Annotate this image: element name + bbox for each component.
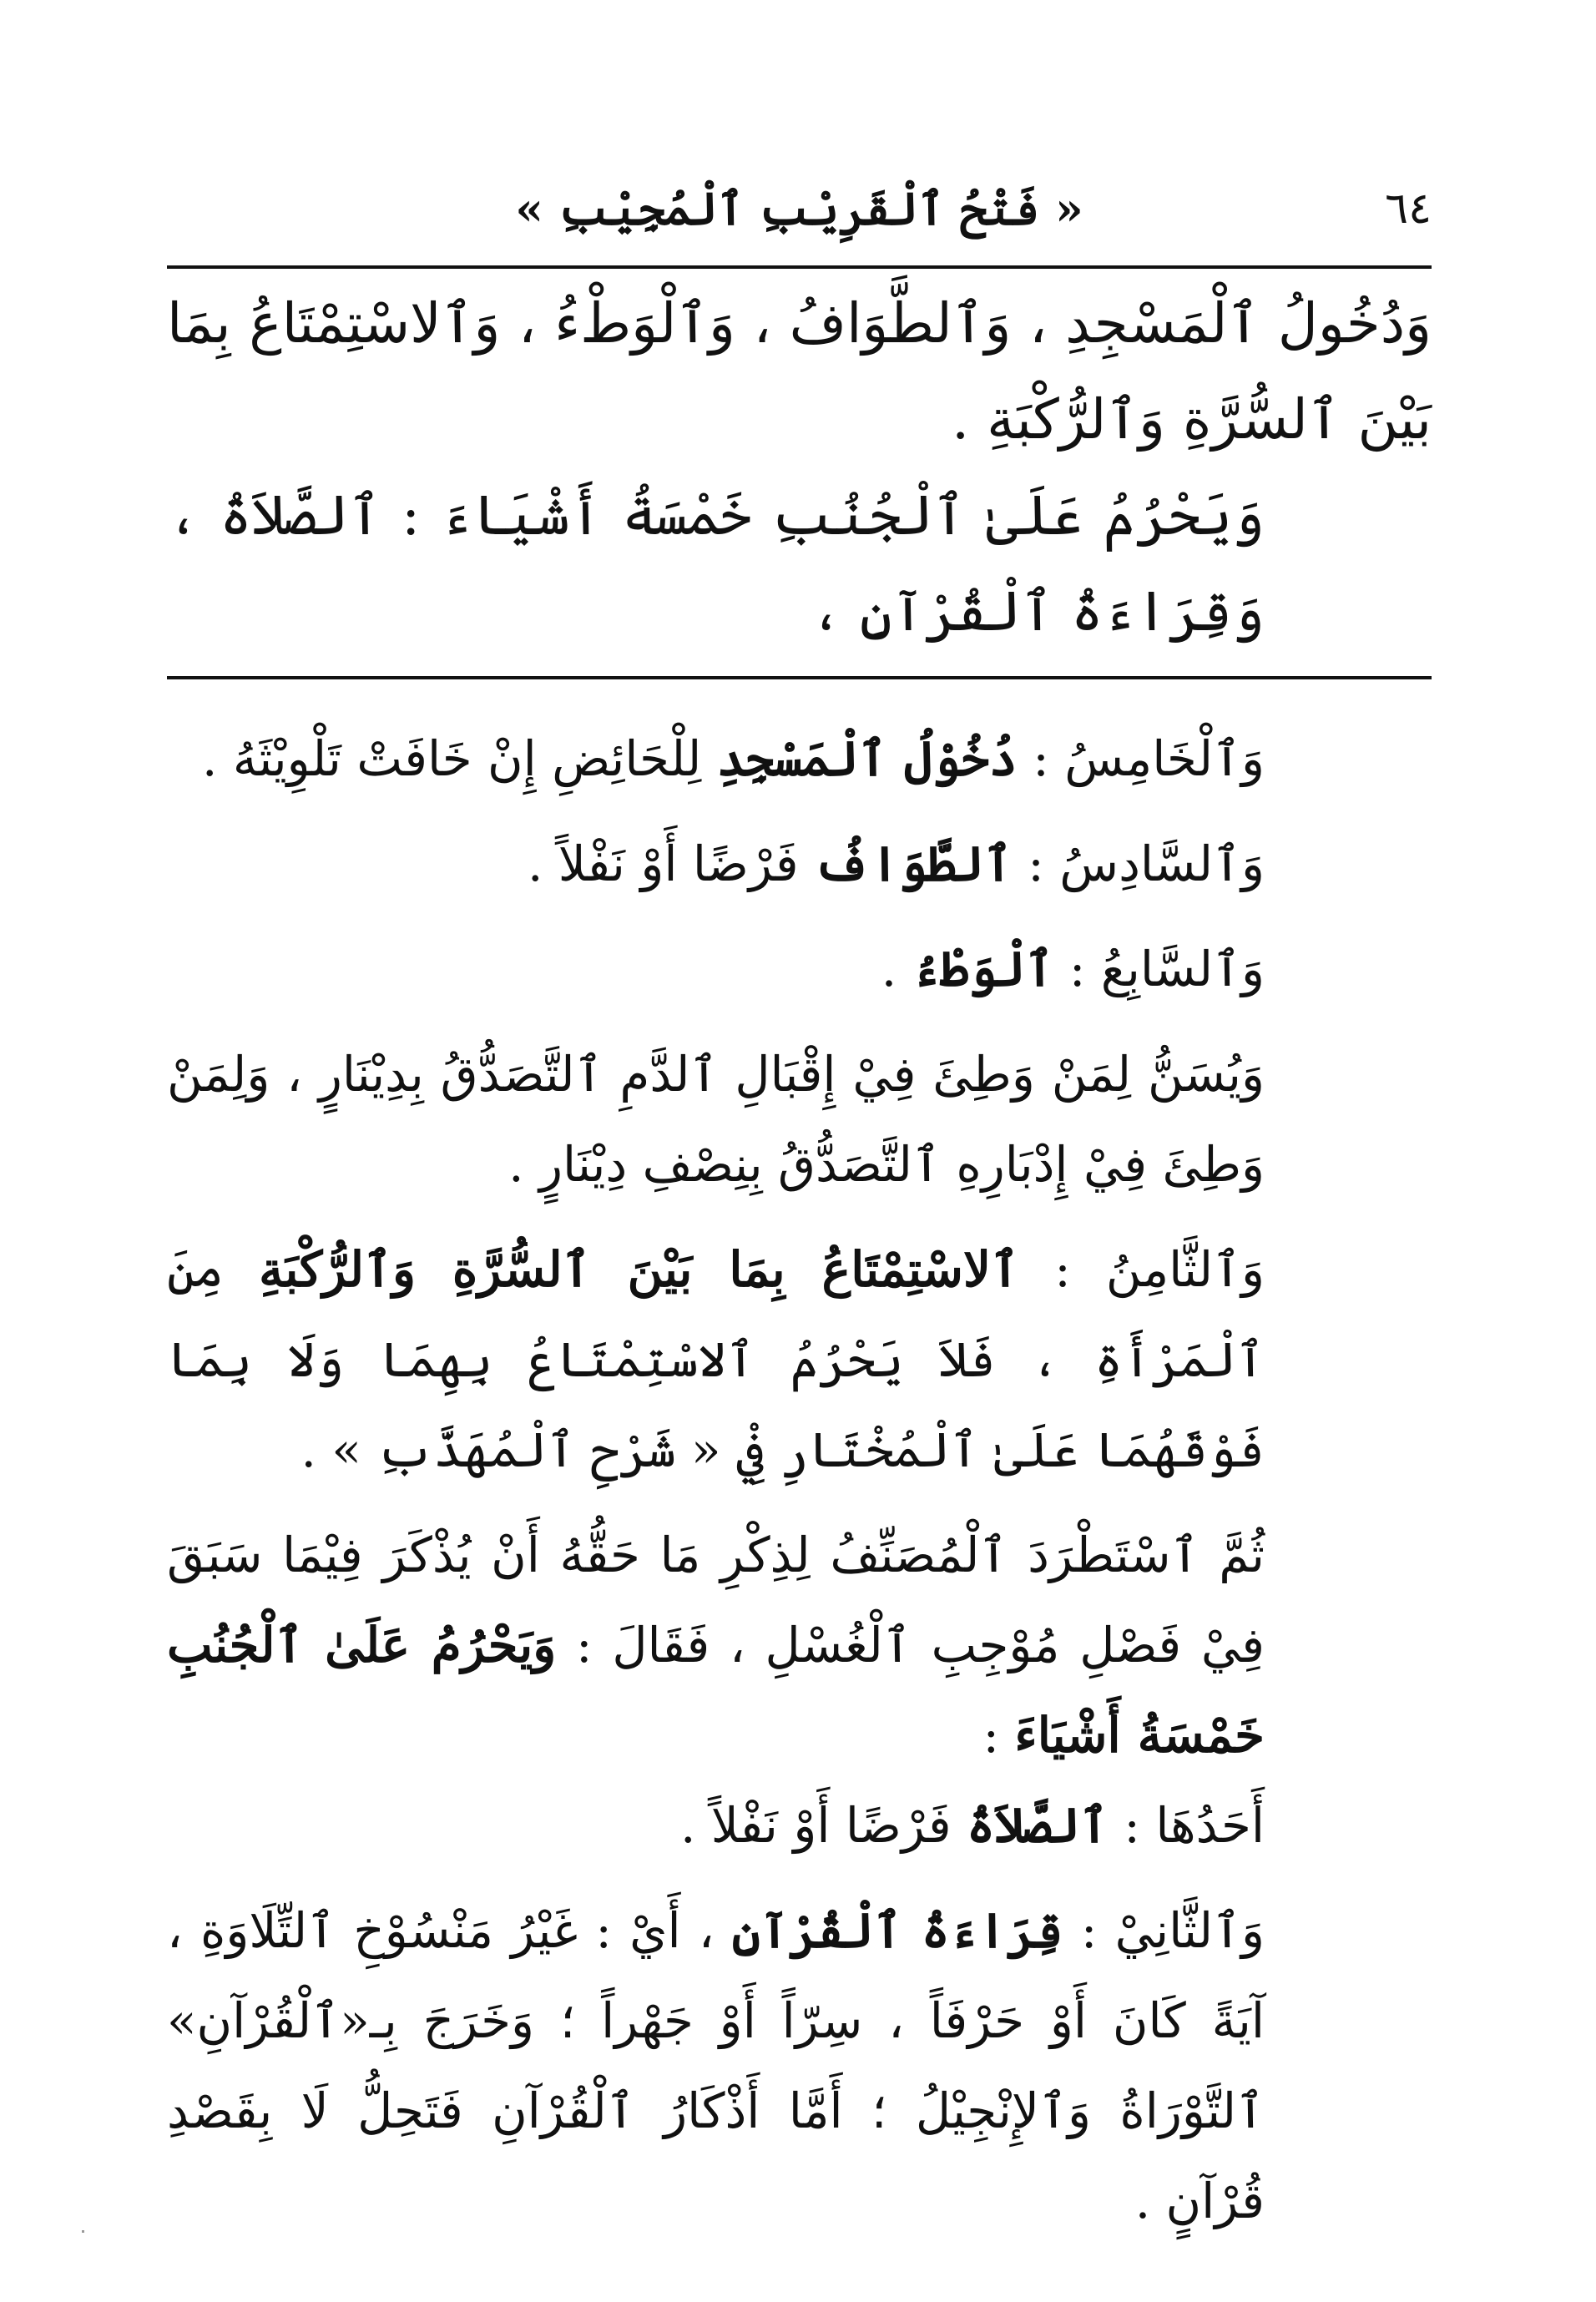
page-number: ٦٤ <box>1385 184 1432 234</box>
sharh-paragraph-8 <box>167 1886 1432 2246</box>
sharh-p7-matn-quote: ٱلصَّلاَةُ <box>966 1797 1109 1854</box>
sharh-paragraph-6 <box>167 1510 1432 1780</box>
matn-paragraph-2: وَيَحْرُمُ عَلَىٰ ٱلْجُنُبِ خَمْسَةُ أَشْيَاءَ : ٱلصَّلاَةُ ، وَقِرَاءَةُ ٱلْقُرْآنِ ، <box>167 483 1265 644</box>
sharh-p1-rest: لِلْحَائِضِ إِنْ خَافَتْ تَلْوِيْثَهُ . <box>201 730 717 787</box>
sharh-p3-rest: . <box>881 941 912 997</box>
sharh-p2-lead: وَٱلسَّادِسُ : <box>1012 835 1265 892</box>
sharh-p6-lead: ثُمَّ ٱسْتَطْرَدَ ٱلْمُصَنِّفُ لِذِكْرِ مَا حَقُّهُ أَنْ يُذْكَرَ فِيْمَا سَبَقَ فِيْ فَصْلِ مُوْجِبِ ٱلْغُسْلِ ، فَقَالَ : <box>167 1527 1265 1673</box>
sharh-p8-lead: وَٱلثَّانِيْ : <box>1063 1902 1265 1959</box>
sharh-p8-matn-quote: قِرَاءَةُ ٱلْقُرْآنِ <box>731 1902 1063 1959</box>
matn-paragraph-1: وَدُخُولُ ٱلْمَسْجِدِ ، وَٱلطَّوَافُ ، وَٱلْوَطْءُ ، وَٱلاسْتِمْتَاعُ بِمَا بَيْنَ ٱلسُّرَّةِ وَٱلرُّكْبَةِ . <box>167 291 1432 452</box>
matn-text <box>167 275 1432 659</box>
sharh-p8-rest: ، أَيْ : غَيْرُ مَنْسُوْخِ ٱلتِّلَاوَةِ ، آيَةً كَانَ أَوْ حَرْفَاً ، سِرّاً أَوْ جَهْراً ؛ وَخَرَجَ بِـ«ٱلْقُرْآنِ» ٱلتَّوْرَاةُ وَٱلإِنْجِيْلُ ؛ أَمَّا أَذْكَارُ ٱلْقُرْآنِ فَتَحِلُّ لَا بِقَصْدِ قُرْآنٍ . <box>167 1902 1265 2229</box>
sharh-paragraph-4: وَيُسَنُّ لِمَنْ وَطِئَ فِيْ إِقْبَالِ ٱلدَّمِ ٱلتَّصَدُّقُ بِدِيْنَارٍ ، وَلِمَنْ وَطِئَ فِيْ إِدْبَارِهِ ٱلتَّصَدُّقُ بِنِصْفِ دِيْنَارٍ . <box>167 1046 1265 1193</box>
sharh-p6-matn-quote: وَيَحْرُمُ عَلَىٰ ٱلْجُنُبِ خَمْسَةُ أَشْيَاءَ <box>167 1617 1265 1764</box>
sharh-p1-matn-quote: دُخُوْلُ ٱلْمَسْجِدِ <box>716 730 1018 787</box>
sharh-paragraph-7 <box>167 1780 1432 1870</box>
sharh-paragraph-2 <box>167 819 1432 909</box>
sharh-p5-matn-quote: ٱلاسْتِمْتَاعُ بِمَا بَيْنَ ٱلسُّرَّةِ وَٱلرُّكْبَةِ <box>259 1241 1020 1298</box>
sharh-paragraph-1 <box>167 714 1432 804</box>
sharh-paragraph-3 <box>167 924 1432 1014</box>
sharh-paragraph-5 <box>167 1224 1432 1495</box>
sharh-p2-matn-quote: ٱلطَّوَافُ <box>813 835 1013 892</box>
sharh-p5-rest: مِنَ ٱلْمَرْأَةِ ، فَلاَ يَحْرُمُ ٱلاسْتِمْتَاعُ بِهِمَا وَلَا بِمَا فَوْقَهُمَا عَلَىٰ ٱلْمُخْتَارِ فِيْ « شَرْحِ ٱلْمُهَذَّبِ » . <box>167 1241 1265 1478</box>
sharh-p1-lead: وَٱلْخَامِسُ : <box>1017 730 1265 787</box>
sharh-p3-lead: وَٱلسَّابِعُ : <box>1053 941 1265 997</box>
sharh-p7-rest: فَرْضًا أَوْ نَفْلاً . <box>679 1797 967 1854</box>
sharh-p2-rest: فَرْضًا أَوْ نَفْلاً . <box>527 835 814 892</box>
matn-sharh-divider <box>167 676 1432 679</box>
scan-speck <box>82 2230 84 2233</box>
page-header <box>167 171 1432 263</box>
sharh-text <box>167 714 1432 2261</box>
header-rule <box>167 265 1432 269</box>
running-title: « فَتْحُ ٱلْقَرِيْبِ ٱلْمُجِيْبِ » <box>515 182 1083 235</box>
sharh-p3-matn-quote: ٱلْوَطْءُ <box>912 941 1054 997</box>
sharh-p6-rest: : <box>982 1707 1015 1764</box>
sharh-p5-lead: وَٱلثَّامِنُ : <box>1019 1241 1265 1298</box>
sharh-p7-lead: أَحَدُهَا : <box>1108 1797 1265 1854</box>
